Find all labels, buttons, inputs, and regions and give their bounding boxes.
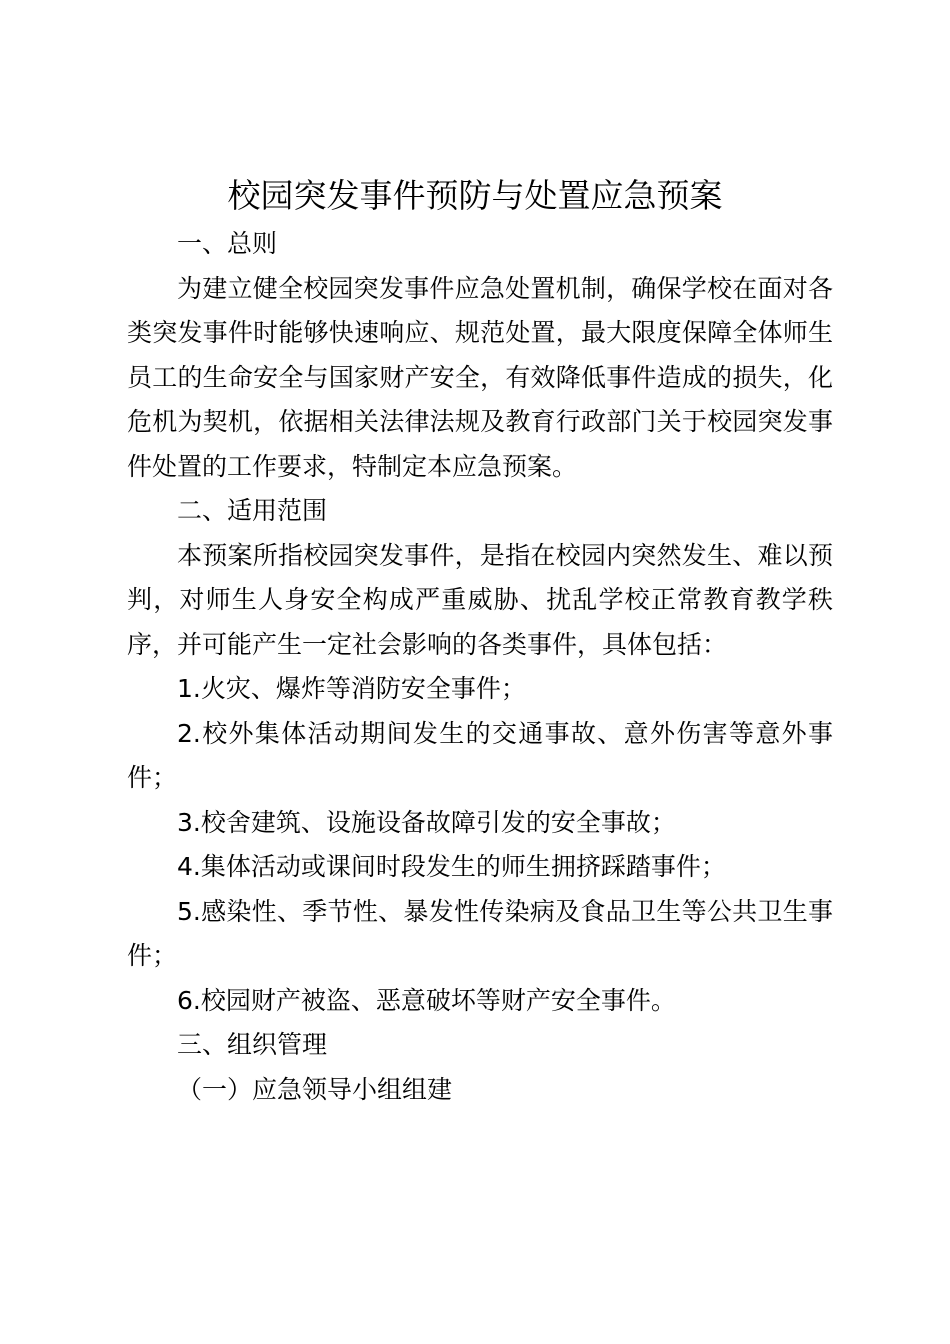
list-item-stampede: 4.集体活动或课间时段发生的师生拥挤踩踏事件； — [177, 852, 726, 881]
section-heading-general: 一、总则 — [177, 229, 278, 258]
document-title: 校园突发事件预防与处置应急预案 — [227, 176, 723, 215]
paragraph-purpose: 为建立健全校园突发事件应急处置机制，确保学校在面对各类突发事件时能够快速响应、规范处置，最大限度保障全体师生员工的生命安全与国家财产安全，有效降低事件造成的损失，化危机为契机，依据相关法律法规及教育行政部门关于校园突发事件处置的工作要求，特制定本应急预案。 — [127, 273, 833, 481]
document-body — [127, 222, 833, 1112]
list-item-facility: 3.校舍建筑、设施设备故障引发的安全事故； — [177, 807, 676, 837]
list-item-property: 6.校园财产被盗、恶意破坏等财产安全事件。 — [177, 985, 676, 1015]
list-item-fire: 1.火灾、爆炸等消防安全事件； — [177, 674, 526, 703]
list-item-traffic: 2.校外集体活动期间发生的交通事故、意外伤害等意外事件； — [127, 718, 833, 792]
list-item-public-health: 5.感染性、季节性、暴发性传染病及食品卫生等公共卫生事件； — [127, 896, 833, 970]
section-heading-scope: 二、适用范围 — [177, 496, 328, 525]
section-heading-organization: 三、组织管理 — [177, 1030, 328, 1059]
paragraph-scope-definition: 本预案所指校园突发事件，是指在校园内突然发生、难以预判，对师生人身安全构成严重威胁、扰乱学校正常教育教学秩序，并可能产生一定社会影响的各类事件，具体包括： — [127, 540, 833, 659]
subsection-heading-leadership-group: （一）应急领导小组组建 — [177, 1074, 453, 1104]
